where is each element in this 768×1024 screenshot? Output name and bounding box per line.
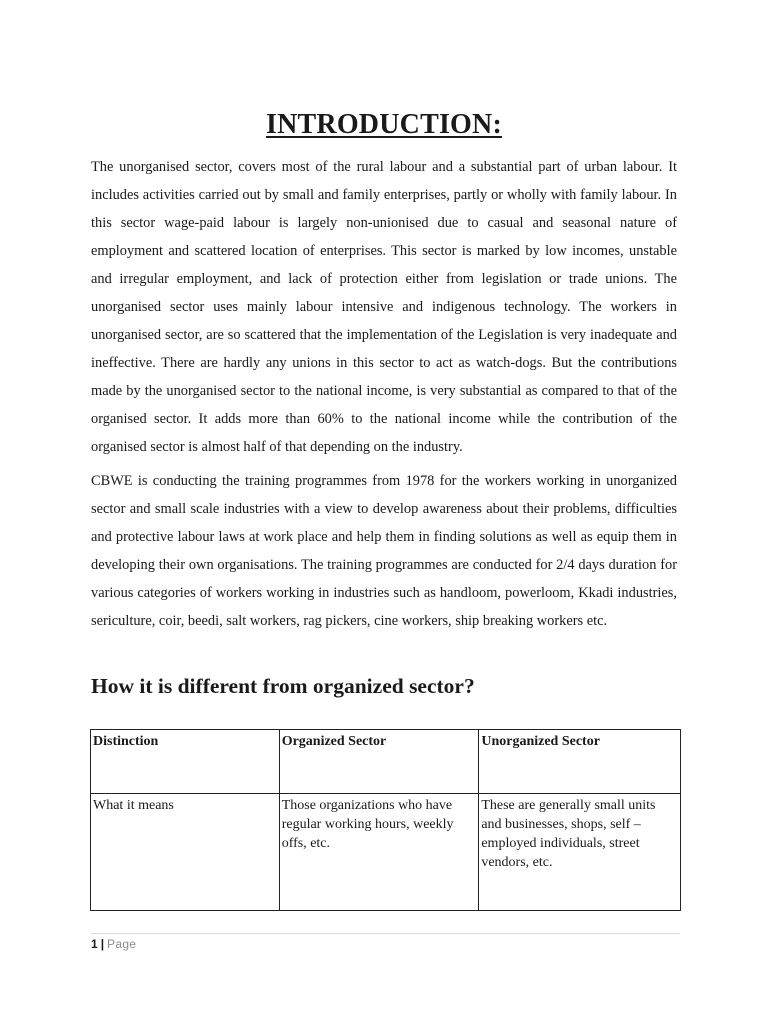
table-cell: These are generally small units and businesses, shops, self – employed individuals, street vendors, etc.: [479, 794, 681, 911]
page-number: 1: [91, 937, 98, 951]
table-header-cell: Distinction: [91, 730, 280, 794]
page-footer: [91, 935, 136, 953]
table-cell: What it means: [91, 794, 280, 911]
intro-paragraph-1: The unorganised sector, covers most of the rural labour and a substantial part of urban labour. It includes activities carried out by small and family enterprises, partly or wholly with family labour. In this sector wage-paid labour is largely non-unionised due to casual and seasonal nature of employment and scattered location of enterprises. This sector is marked by low incomes, unstable and irregular employment, and lack of protection either from legislation or trade unions. The unorganised sector uses mainly labour intensive and indigenous technology. The workers in unorganised sector, are so scattered that the implementation of the Legislation is very inadequate and ineffective. There are hardly any unions in this sector to act as watch-dogs. But the contributions made by the unorganised sector to the national income, is very substantial as compared to that of the organised sector. It adds more than 60% to the national income while the contribution of the organised sector is almost half of that depending on the industry.: [91, 159, 677, 455]
table-cell: Those organizations who have regular working hours, weekly offs, etc.: [279, 794, 479, 911]
footer-separator: |: [100, 937, 105, 951]
footer-divider: [91, 933, 680, 934]
table-header-cell: Unorganized Sector: [479, 730, 681, 794]
section-heading: How it is different from organized sector?: [91, 674, 475, 698]
intro-paragraph-2: CBWE is conducting the training programmes from 1978 for the workers working in unorganized sector and small scale industries with a view to develop awareness about their problems, difficulties and protective labour laws at work place and help them in finding solutions as well as equip them in developing their own organisations. The training programmes are conducted for 2/4 days duration for various categories of workers working in industries such as handloom, powerloom, Kkadi industries, sericulture, coir, beedi, salt workers, rag pickers, cine workers, ship breaking workers etc.: [91, 473, 677, 629]
page-label: Page: [107, 937, 137, 951]
table-header-row: [91, 730, 681, 794]
page-title: INTRODUCTION:: [266, 108, 502, 140]
comparison-table: [90, 729, 681, 911]
table-header-cell: Organized Sector: [279, 730, 479, 794]
table-row: [91, 794, 681, 911]
